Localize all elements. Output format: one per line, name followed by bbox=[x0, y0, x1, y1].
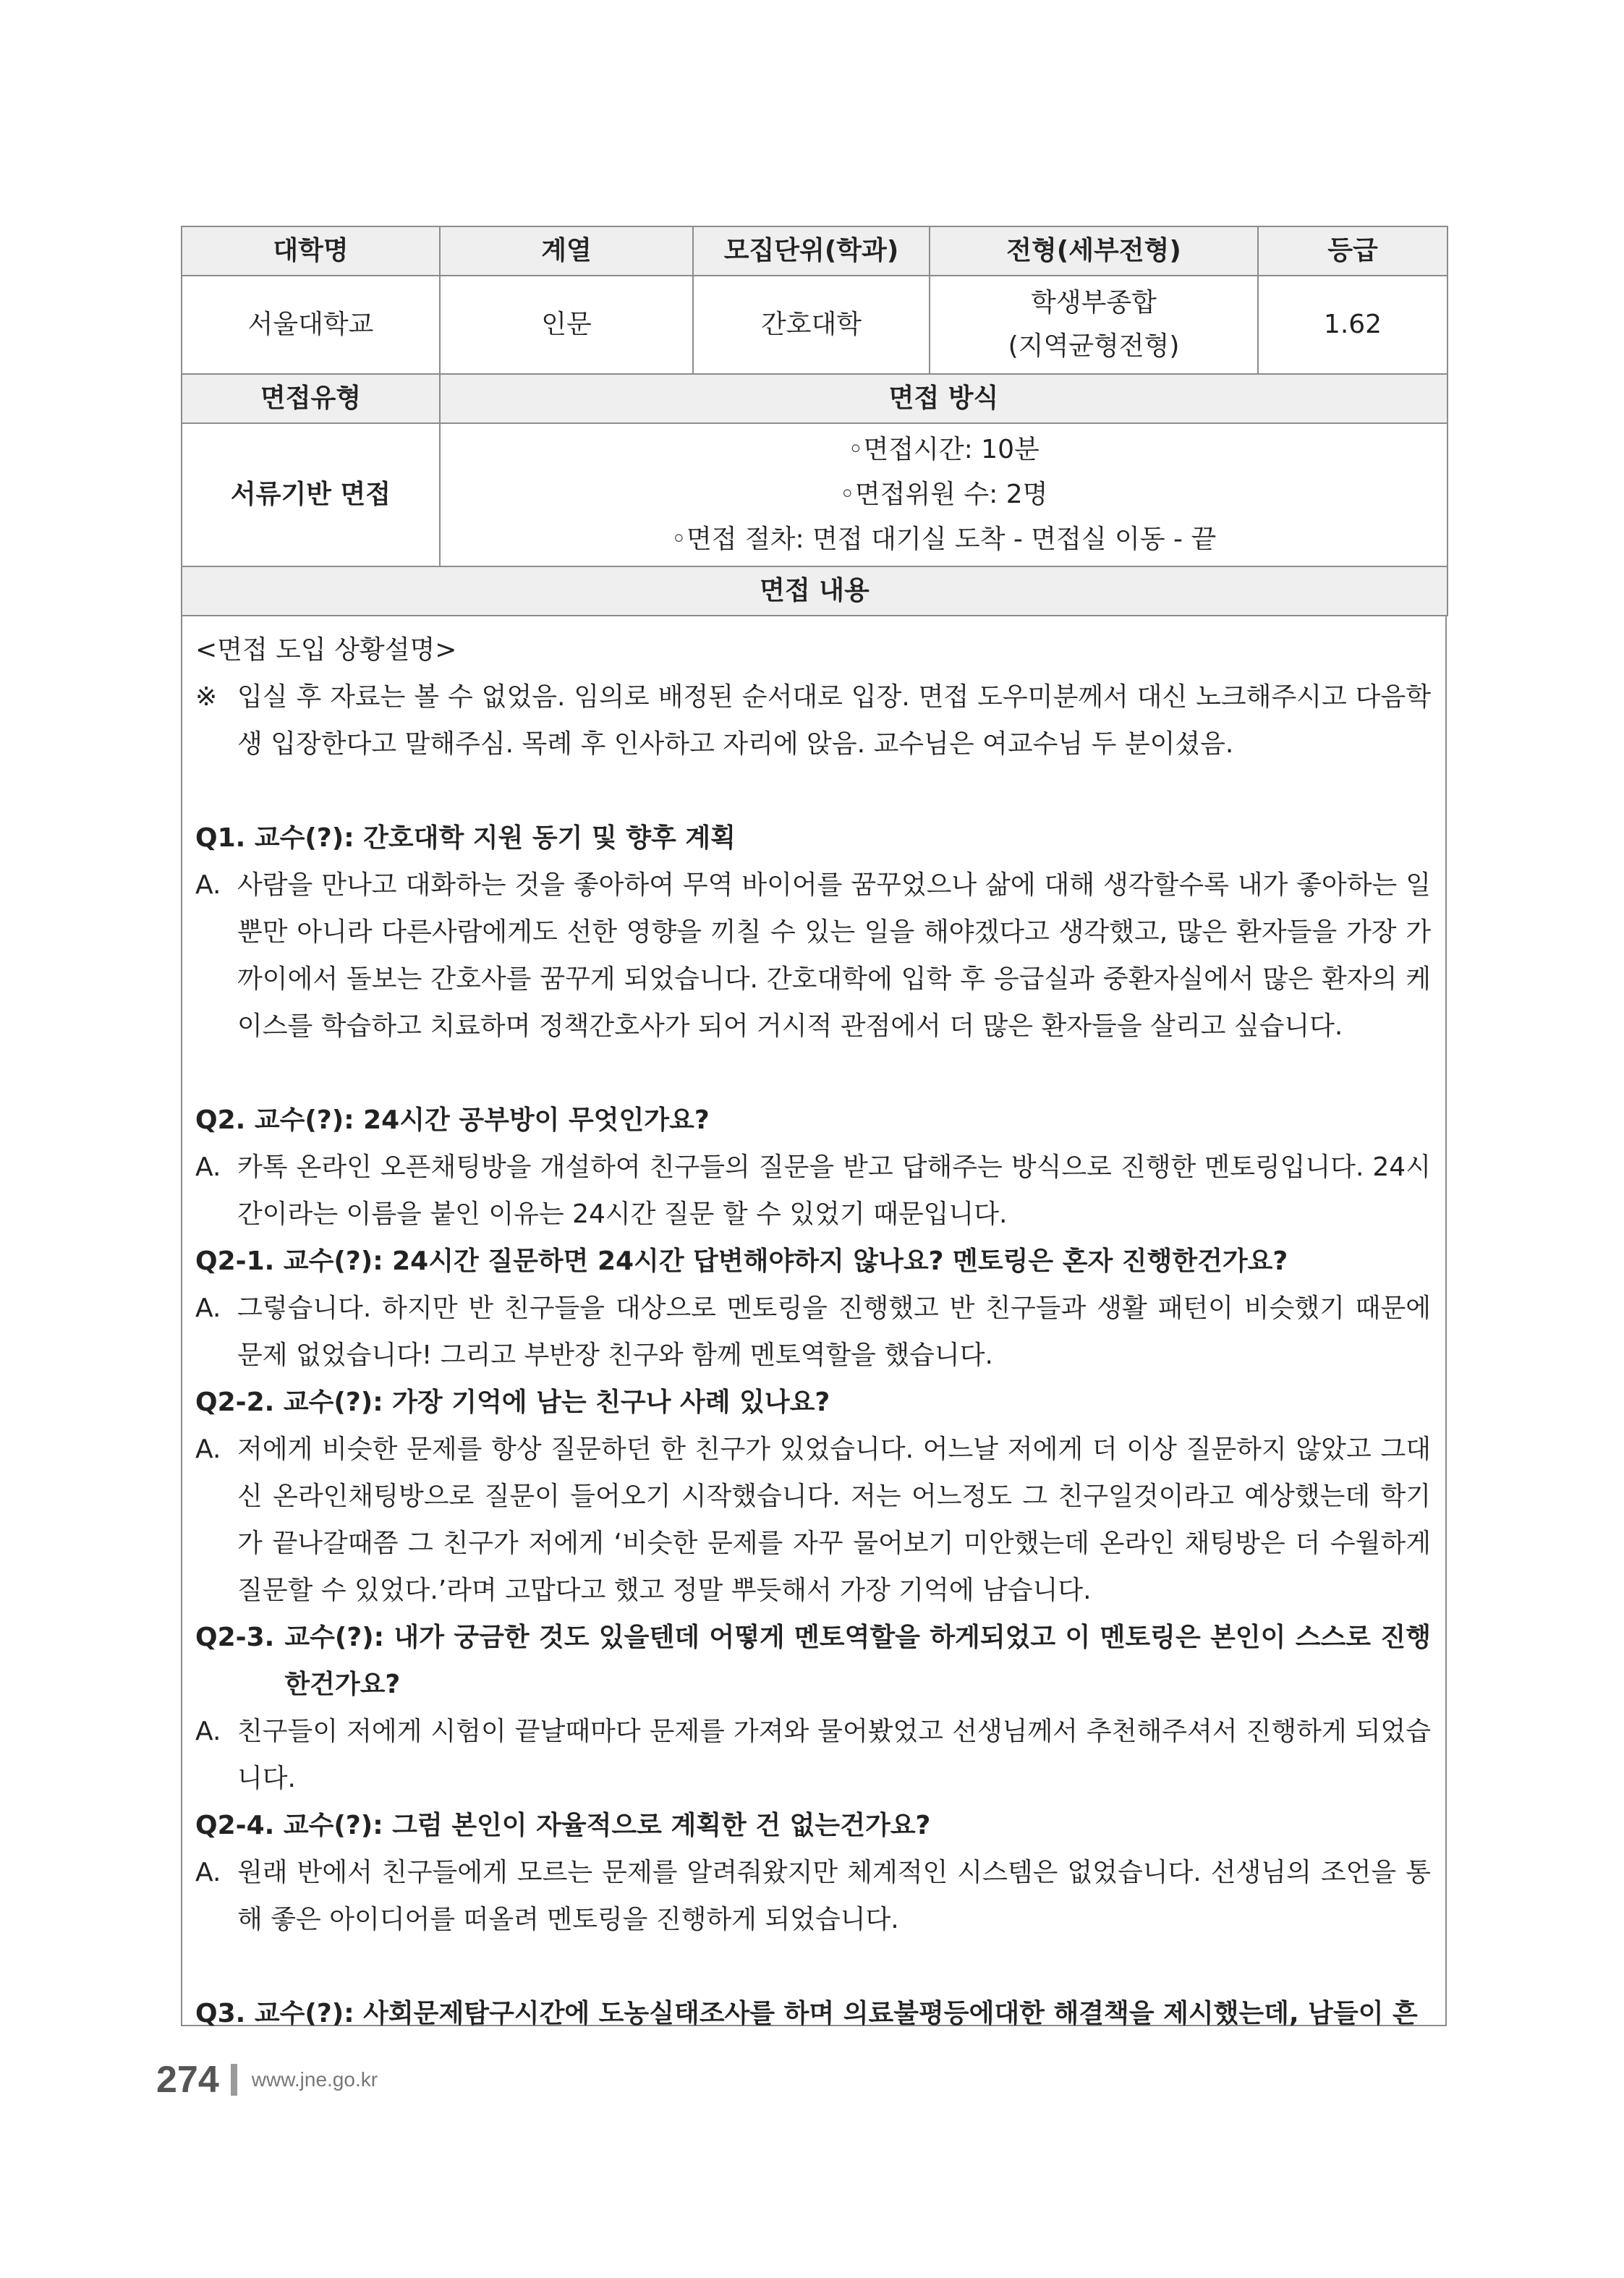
note-mark: ※ bbox=[195, 682, 218, 712]
answer-text: 사람을 만나고 대화하는 것을 좋아하여 무역 바이어를 꿈꾸었으나 삶에 대해 생각할수록 내가 좋아하는 일 뿐만 아니라 다른사람에게도 선한 영향을 끼칠 수 있는 일을 해야겠다고 생각했고, 많은 환자들을 가장 가까이에서 돌보는 간호사를 꿈꾸게 되었습니다. 간호대학에 입학 후 응급실과 중환자실에서 많은 환자의 케이스를 학습하고 치료하며 정책간호사가 되어 거시적 관점에서 더 많은 환자들을 살리고 싶습니다. bbox=[237, 870, 1431, 1041]
answer-text: 저에게 비슷한 문제를 항상 질문하던 한 친구가 있었습니다. 어느날 저에게 더 이상 질문하지 않았고 그대신 온라인채팅방으로 질문이 들어오기 시작했습니다. 저는 어느정도 그 친구일것이라고 예상했는데 학기가 끝나갈때쯤 그 친구가 저에게 ‘비슷한 문제를 자꾸 물어보기 미안했는데 온라인 채팅방은 더 수월하게 질문할 수 있었다.’라며 고맙다고 했고 정말 뿌듯해서 가장 기억에 남습니다. bbox=[237, 1435, 1431, 1605]
cell-grade: 1.62 bbox=[1258, 276, 1447, 374]
content-header-row bbox=[182, 566, 1447, 616]
header-track: 계열 bbox=[440, 226, 693, 276]
method-bullet: ◦면접시간: 10분 bbox=[848, 435, 1040, 464]
answer-mark: A. bbox=[195, 1435, 221, 1464]
header-interview-type: 면접유형 bbox=[182, 374, 440, 423]
method-bullet: ◦면접 절차: 면접 대기실 도착 - 면접실 이동 - 끝 bbox=[671, 524, 1217, 554]
question-2: Q2. 교수(?): 24시간 공부방이 무엇인가요? bbox=[195, 1105, 710, 1135]
question-3: Q3. 교수(?): 사회문제탐구시간에 도농실태조사를 하며 의료불평등에대한 해결책을 제시했는데, 남들이 흔 bbox=[195, 1999, 1418, 2028]
answer-text: 그렇습니다. 하지만 반 친구들을 대상으로 멘토링을 진행했고 반 친구들과 생활 패턴이 비슷했기 때문에 문제 없었습니다! 그리고 부반장 친구와 함께 멘토역할을 했습니다. bbox=[237, 1293, 1431, 1370]
question-2-3 bbox=[195, 1614, 1431, 1708]
footer-url: www.jne.go.kr bbox=[251, 2068, 378, 2091]
cell-track: 인문 bbox=[440, 276, 693, 374]
answer-2-4 bbox=[195, 1849, 1431, 1943]
answer-1 bbox=[195, 862, 1431, 1050]
header-department: 모집단위(학과) bbox=[693, 226, 930, 276]
question-number: Q2-3. bbox=[195, 1623, 275, 1652]
header-interview-method: 면접 방식 bbox=[440, 374, 1447, 423]
page-footer bbox=[156, 2054, 378, 2105]
answer-text: 카톡 온라인 오픈채팅방을 개설하여 친구들의 질문을 받고 답해주는 방식으로 진행한 멘토링입니다. 24시간이라는 이름을 붙인 이유는 24시간 질문 할 수 있었기 때문입니다. bbox=[237, 1152, 1431, 1229]
answer-mark: A. bbox=[195, 1293, 221, 1323]
answer-mark: A. bbox=[195, 1152, 221, 1182]
answer-2 bbox=[195, 1144, 1431, 1238]
data-row bbox=[182, 276, 1447, 374]
admission-line-2: (지역균형전형) bbox=[1008, 331, 1180, 361]
cell-interview-type: 서류기반 면접 bbox=[182, 423, 440, 566]
answer-text: 원래 반에서 친구들에게 모르는 문제를 알려줘왔지만 체계적인 시스템은 없었습니다. 선생님의 조언을 통해 좋은 아이디어를 떠올려 멘토링을 진행하게 되었습니다. bbox=[237, 1858, 1431, 1934]
cell-admission bbox=[930, 276, 1258, 374]
interview-content bbox=[181, 616, 1447, 2026]
answer-mark: A. bbox=[195, 1858, 221, 1887]
cell-department: 간호대학 bbox=[693, 276, 930, 374]
header-content: 면접 내용 bbox=[182, 566, 1447, 616]
question-2-2: Q2-2. 교수(?): 가장 기억에 남는 친구나 사례 있나요? bbox=[195, 1387, 830, 1417]
footer-divider bbox=[231, 2064, 237, 2096]
header-row bbox=[182, 226, 1447, 276]
interview-sheet bbox=[181, 226, 1447, 2026]
method-bullet: ◦면접위원 수: 2명 bbox=[839, 480, 1048, 509]
admission-line-1: 학생부종합 bbox=[1031, 288, 1157, 318]
header-admission: 전형(세부전형) bbox=[930, 226, 1258, 276]
question-2-1: Q2-1. 교수(?): 24시간 질문하면 24시간 답변해야하지 않나요? 멘토링은 혼자 진행한건가요? bbox=[195, 1246, 1288, 1276]
intro-paragraph bbox=[195, 673, 1431, 768]
info-table bbox=[181, 226, 1448, 616]
question-1: Q1. 교수(?): 간호대학 지원 동기 및 향후 계획 bbox=[195, 823, 736, 853]
intro-title: <면접 도입 상황설명> bbox=[195, 635, 457, 665]
page-number: 274 bbox=[156, 2059, 219, 2101]
header-university: 대학명 bbox=[182, 226, 440, 276]
cell-university: 서울대학교 bbox=[182, 276, 440, 374]
interview-row bbox=[182, 423, 1447, 566]
question-text: 교수(?): 내가 궁금한 것도 있을텐데 어떻게 멘토역할을 하게되었고 이 멘토링은 본인이 스스로 진행한건가요? bbox=[284, 1623, 1431, 1699]
answer-2-2 bbox=[195, 1426, 1431, 1614]
answer-mark: A. bbox=[195, 1717, 221, 1746]
interview-header-row bbox=[182, 374, 1447, 423]
header-grade: 등급 bbox=[1258, 226, 1447, 276]
answer-mark: A. bbox=[195, 870, 221, 900]
answer-2-1 bbox=[195, 1285, 1431, 1379]
answer-text: 친구들이 저에게 시험이 끝날때마다 문제를 가져와 물어봤었고 선생님께서 추천해주셔서 진행하게 되었습니다. bbox=[237, 1717, 1431, 1793]
answer-2-3 bbox=[195, 1708, 1431, 1802]
question-2-4: Q2-4. 교수(?): 그럼 본인이 자율적으로 계획한 건 없는건가요? bbox=[195, 1811, 931, 1840]
intro-text: 입실 후 자료는 볼 수 없었음. 임의로 배정된 순서대로 입장. 면접 도우미분께서 대신 노크해주시고 다음학생 입장한다고 말해주심. 목례 후 인사하고 자리에 앉음. 교수님은 여교수님 두 분이셨음. bbox=[237, 682, 1431, 759]
cell-interview-method bbox=[440, 423, 1447, 566]
